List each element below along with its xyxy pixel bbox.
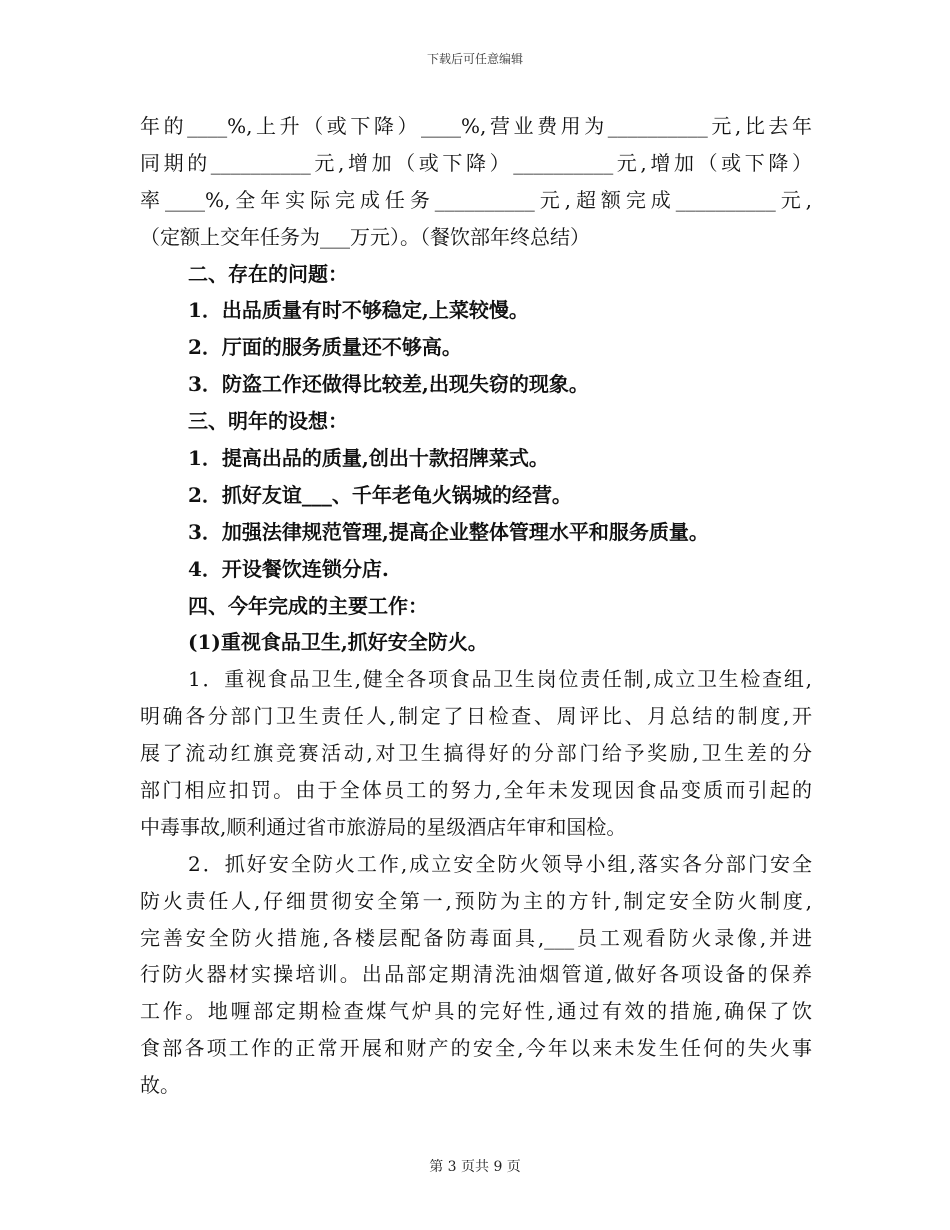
text-line: 2．抓好安全防火工作,成立安全防火领导小组,落实各分部门安全 [188, 851, 812, 876]
text-line: 1．重视食品卫生,健全各项食品卫生岗位责任制,成立卫生检查组, [188, 667, 812, 692]
section-heading: 二、存在的问题： [188, 261, 348, 286]
section-heading: 三、明年的设想： [188, 409, 348, 434]
page-number-footer: 第 3 页共 9 页 [429, 1159, 521, 1175]
document-body [140, 108, 812, 1104]
list-item: 1．出品质量有时不够稳定,上菜较慢。 [188, 298, 529, 323]
text-line: （定额上交年任务为___万元）。（餐饮部年终总结） [140, 224, 590, 249]
list-item: 2．厅面的服务质量还不够高。 [188, 335, 462, 360]
paragraph-summary-figures [140, 108, 812, 256]
list-item: 3．加强法律规范管理,提高企业整体管理水平和服务质量。 [188, 519, 709, 544]
list-item: 2．抓好友谊___、千年老龟火锅城的经营。 [188, 482, 572, 507]
text-line: 防火责任人,仔细贯彻安全第一,预防为主的方针,制定安全防火制度, [140, 888, 812, 913]
section-problems [140, 256, 812, 404]
text-line: 明确各分部门卫生责任人,制定了日检查、周评比、月总结的制度,开 [140, 704, 812, 729]
paragraph-fire-safety [140, 846, 812, 1104]
subsection-heading: (1)重视食品卫生,抓好安全防火。 [188, 630, 488, 655]
text-line: 完善安全防火措施,各楼层配备防毒面具,___员工观看防火录像,并进 [140, 925, 812, 950]
paragraph-food-hygiene [140, 661, 812, 845]
text-line: 故。 [140, 1073, 180, 1098]
text-line: 部门相应扣罚。由于全体员工的努力,全年未发现因食品变质而引起的 [140, 778, 812, 803]
text-line: 中毒事故,顺利通过省市旅游局的星级酒店年审和国检。 [140, 814, 627, 839]
text-line: 工作。地喱部定期检查煤气炉具的完好性,通过有效的措施,确保了饮 [140, 999, 812, 1024]
list-item: 1．提高出品的质量,创出十款招牌菜式。 [188, 446, 549, 471]
list-item: 3．防盗工作还做得比较差,出现失窃的现象。 [188, 372, 589, 397]
text-line: 展了流动红旗竞赛活动,对卫生搞得好的分部门给予奖励,卫生差的分 [140, 741, 812, 766]
section-heading: 四、今年完成的主要工作： [188, 593, 428, 618]
text-line: 率____%,全年实际完成任务__________元,超额完成__________元, [140, 187, 812, 212]
text-line: 行防火器材实操培训。出品部定期清洗油烟管道,做好各项设备的保养 [140, 962, 812, 987]
list-item: 4．开设餐饮连锁分店. [188, 556, 389, 581]
text-line: 年的____%,上升（或下降）____%,营业费用为__________元,比去年 [140, 114, 812, 138]
section-next-year-plan [140, 403, 812, 587]
text-line: 食部各项工作的正常开展和财产的安全,今年以来未发生任何的失火事 [140, 1036, 812, 1061]
page-header: 下载后可任意编辑 [426, 52, 523, 66]
section-main-work [140, 588, 812, 1104]
text-line: 同期的__________元,增加（或下降）__________元,增加（或下降） [140, 150, 812, 175]
